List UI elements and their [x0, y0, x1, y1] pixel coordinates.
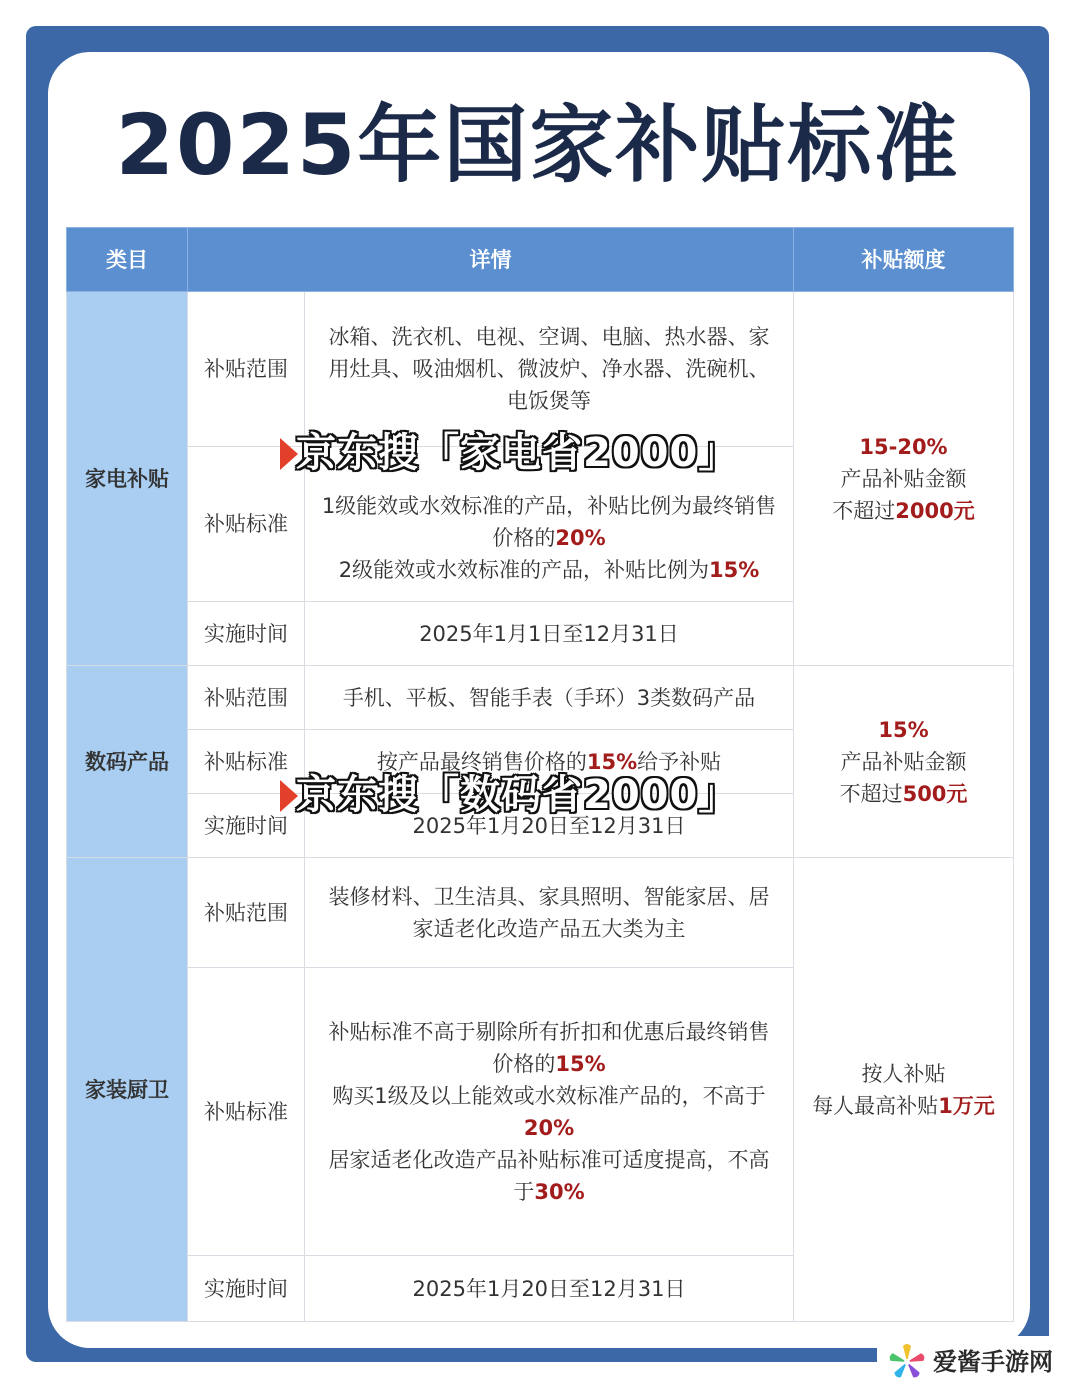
- amount-line2: 不超过2000元: [832, 498, 975, 523]
- amount-rate: 15%: [878, 717, 929, 742]
- amount-cell: [794, 858, 1014, 1322]
- item-detail: 2025年1月1日至12月31日: [305, 602, 794, 666]
- item-label: 补贴标准: [188, 447, 305, 602]
- item-label: 补贴范围: [188, 292, 305, 447]
- detail-line: 居家适老化改造产品补贴标准可适度提高，不高于30%: [328, 1147, 770, 1204]
- watermark-text: 京东搜「家电省2000」: [296, 430, 740, 476]
- table-header-row: [67, 228, 1014, 292]
- item-label: 补贴标准: [188, 968, 305, 1256]
- watermark-text: 京东搜「数码省2000」: [296, 772, 740, 818]
- detail-line: 2级能效或水效标准的产品，补贴比例为15%: [338, 558, 760, 582]
- page-title: 2025年国家补贴标准: [115, 96, 960, 194]
- header-details: 详情: [188, 228, 794, 292]
- amount-line1: 产品补贴金额: [840, 466, 967, 491]
- amount-line2: 每人最高补贴1万元: [812, 1093, 995, 1118]
- item-detail: 按产品最终销售价格的15%给予补贴: [305, 730, 794, 794]
- header-amount: 补贴额度: [794, 228, 1014, 292]
- detail-line: 1级能效或水效标准的产品，补贴比例为最终销售价格的20%: [321, 494, 777, 550]
- item-label: 实施时间: [188, 602, 305, 666]
- logo-text: 爱酱手游网: [933, 1348, 1053, 1376]
- site-logo[interactable]: [877, 1336, 1067, 1388]
- table-row: [67, 858, 1014, 968]
- item-detail: 冰箱、洗衣机、电视、空调、电脑、热水器、家用灶具、吸油烟机、微波炉、净水器、洗碗机、电饭煲等: [305, 292, 794, 447]
- category-cell: 数码产品: [67, 666, 188, 858]
- item-detail: 2025年1月20日至12月31日: [305, 1256, 794, 1322]
- header-category: 类目: [67, 228, 188, 292]
- category-cell: 家装厨卫: [67, 858, 188, 1322]
- amount-rate: 15-20%: [859, 434, 948, 459]
- item-label: 补贴范围: [188, 666, 305, 730]
- detail-line: 购买1级及以上能效或水效标准产品的，不高于20%: [332, 1083, 766, 1140]
- item-label: 补贴标准: [188, 730, 305, 794]
- item-detail: [305, 968, 794, 1256]
- table-row: [67, 666, 1014, 730]
- item-detail: 手机、平板、智能手表（手环）3类数码产品: [305, 666, 794, 730]
- category-cell: 家电补贴: [67, 292, 188, 666]
- table-row: [67, 292, 1014, 447]
- pinwheel-logo-icon: [887, 1342, 927, 1382]
- item-label: 补贴范围: [188, 858, 305, 968]
- amount-line1: 产品补贴金额: [840, 749, 967, 774]
- amount-line2: 不超过500元: [839, 781, 968, 806]
- item-label: 实施时间: [188, 794, 305, 858]
- amount-line1: 按人补贴: [861, 1061, 946, 1086]
- amount-cell: [794, 666, 1014, 858]
- item-detail: 装修材料、卫生洁具、家具照明、智能家居、居家适老化改造产品五大类为主: [305, 858, 794, 968]
- amount-cell: [794, 292, 1014, 666]
- item-label: 实施时间: [188, 1256, 305, 1322]
- item-detail: 2025年1月20日至12月31日: [305, 794, 794, 858]
- detail-line: 补贴标准不高于剔除所有折扣和优惠后最终销售价格的15%: [328, 1019, 770, 1076]
